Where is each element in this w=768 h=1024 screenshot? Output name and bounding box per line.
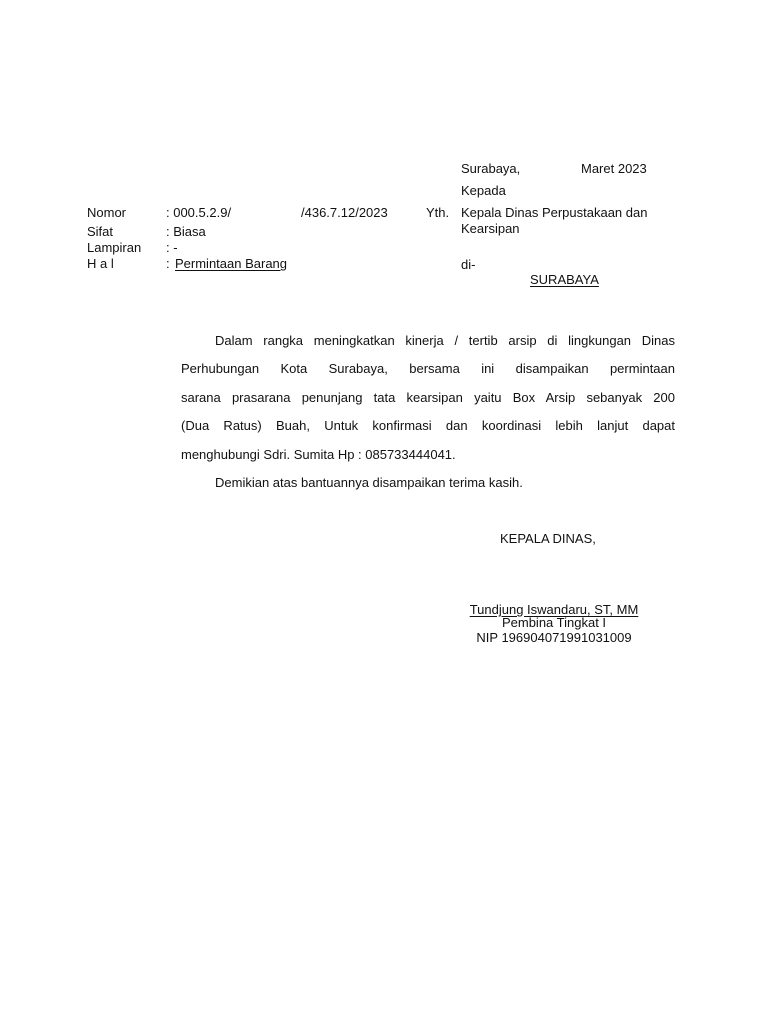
closing-paragraph: Demikian atas bantuannya disampaikan terima kasih. (215, 475, 523, 491)
recipient-line1: Kepala Dinas Perpustakaan dan (461, 205, 648, 220)
place-date: Surabaya, (461, 161, 521, 176)
sifat-value: : Biasa (166, 224, 206, 239)
body-line-4: (Dua Ratus) Buah, Untuk konfirmasi dan koordinasi lebih lanjut dapat (181, 418, 675, 434)
hal-colon: : (166, 256, 170, 271)
nomor-label: Nomor (87, 205, 127, 220)
month-year: Maret 2023 (581, 161, 647, 176)
hal-value: Permintaan Barang (175, 256, 288, 271)
yth-label: Yth. (426, 205, 450, 220)
body-line-2: Perhubungan Kota Surabaya, bersama ini disampaikan permintaan (181, 361, 675, 377)
nomor-value-a: : 000.5.2.9/ (166, 205, 232, 220)
body-line-5: menghubungi Sdri. Sumita Hp : 085733444041. (181, 446, 456, 462)
hal-label: H a l (87, 256, 114, 271)
signatory-rank: Pembina Tingkat I (501, 615, 607, 630)
to-label: Kepada (461, 183, 506, 198)
lampiran-value: : - (166, 240, 178, 255)
recipient-line2: Kearsipan (461, 221, 520, 236)
nomor-value-b: /436.7.12/2023 (301, 205, 388, 220)
signatory-name: Tundjung Iswandaru, ST, MM (469, 602, 639, 617)
signatory-nip: NIP 196904071991031009 (476, 630, 632, 645)
city-label: SURABAYA (530, 272, 599, 287)
di-label: di- (461, 257, 476, 272)
body-paragraph (181, 327, 675, 497)
lampiran-label: Lampiran (87, 240, 142, 255)
signature-title: KEPALA DINAS, (500, 531, 596, 546)
body-line-3: sarana prasarana penunjang tata kearsipan yaitu Box Arsip sebanyak 200 (181, 389, 675, 405)
body-line-1: Dalam rangka meningkatkan kinerja / tertib arsip di lingkungan Dinas (215, 333, 675, 348)
sifat-label: Sifat (87, 224, 114, 239)
